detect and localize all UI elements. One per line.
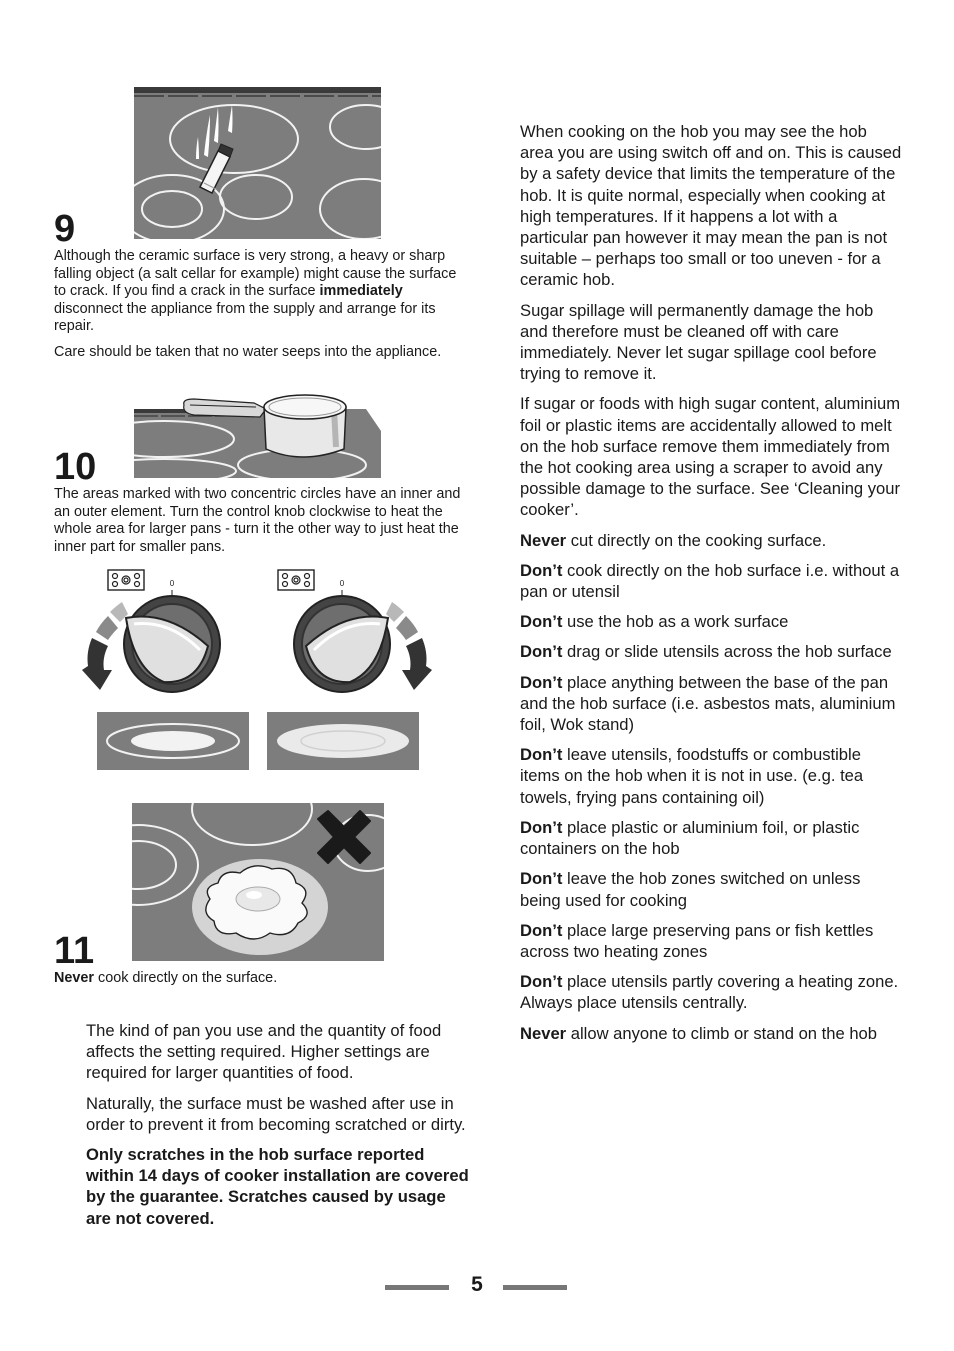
illustration-salt-cellar-falling — [134, 87, 381, 239]
list-item: Don’t drag or slide utensils across the hob surface — [520, 642, 892, 662]
footer-bar-right — [503, 1285, 567, 1290]
figure-9-paragraph-1: Although the ceramic surface is very strong, a heavy or sharp falling object (a salt cellar for example) might cause the surface to crack. If you find a crack in the surface immediately disconnect the appliance from the supply and arrange for its repair. — [54, 248, 457, 335]
list-item: Don’t leave utensils, foodstuffs or combustible items on the hob when it is not in use. (e.g. tea towels, frying pans containing oil) — [520, 745, 864, 807]
illustration-knob-clockwise — [270, 566, 440, 696]
illustration-inner-zone-heated — [97, 712, 249, 770]
list-item: Don’t cook directly on the hob surface i.e. without a pan or utensil — [520, 560, 900, 602]
hob-rules-list — [520, 530, 904, 1044]
list-item: Don’t use the hob as a work surface — [520, 612, 789, 632]
left-bottom-text — [86, 1020, 470, 1238]
list-item: Don’t place utensils partly covering a heating zone. Always place utensils centrally. — [520, 972, 899, 1013]
knob-mark-left: 0 — [169, 579, 175, 588]
figure-number-9: 9 — [54, 208, 76, 250]
right-column — [520, 121, 904, 1053]
list-item: Don’t place plastic or aluminium foil, or plastic containers on the hob — [520, 817, 860, 859]
list-item: Don’t place anything between the base of the pan and the hob surface (i.e. asbestos mats, aluminium foil, Wok stand) — [520, 672, 896, 735]
sugar-spillage-paragraph: Sugar spillage will permanently damage the hob and therefore must be cleaned off with care immediately. Never let sugar spillage cool before trying to remove it. — [520, 300, 877, 384]
illustration-knob-counterclockwise — [80, 566, 240, 696]
illustration-full-zone-heated — [267, 712, 419, 770]
washing-paragraph: Naturally, the surface must be washed after use in order to prevent it from becoming scratched or dirty. — [86, 1093, 466, 1134]
knob-mark-right: 0 — [339, 579, 345, 588]
safety-device-paragraph: When cooking on the hob you may see the hob area you are using switch off and on. This is caused by a safety device that limits the temperature of the hob. It is quite normal, especially when cooking at high temperatures. If it happens a lot with a particular pan however it may mean the pan is not suitable – perhaps too small or too uneven - for a ceramic hob. — [520, 122, 902, 290]
figure-9-text — [54, 248, 470, 362]
figure-11-caption: Never cook directly on the surface. — [54, 970, 278, 986]
figure-number-10: 10 — [54, 446, 97, 488]
illustration-pan-on-hob — [134, 391, 381, 478]
list-item: Don’t leave the hob zones switched on unless being used for cooking — [520, 869, 861, 910]
footer-bar-left — [385, 1285, 449, 1290]
figure-9-paragraph-2: Care should be taken that no water seeps into the appliance. — [54, 343, 442, 360]
melted-items-paragraph: If sugar or foods with high sugar content, aluminium foil or plastic items are accidentally allowed to melt on the hob surface remove them immediately from the hot cooking area using a scraper to avoid any possible damage to the surface. See ‘Cleaning your cooker’. — [520, 394, 901, 520]
pan-setting-paragraph: The kind of pan you use and the quantity of food affects the setting required. Higher settings are required for larger quantities of food. — [86, 1021, 442, 1083]
page-number: 5 — [471, 1273, 483, 1296]
figure-number-11: 11 — [54, 930, 95, 972]
figure-10-text: The areas marked with two concentric circles have an inner and an outer element. Turn the control knob clockwise to heat the whole area for larger pans - turn it the other way to just heat the inner part for smaller pans. — [54, 486, 461, 555]
guarantee-paragraph: Only scratches in the hob surface reported within 14 days of cooker installation are covered by the guarantee. Scratches caused by usage are not covered. — [86, 1145, 469, 1228]
illustration-egg-on-surface — [132, 803, 384, 961]
list-item: Never cut directly on the cooking surface. — [520, 530, 827, 550]
list-item: Don’t place large preserving pans or fish kettles across two heating zones — [520, 920, 874, 961]
list-item: Never allow anyone to climb or stand on the hob — [520, 1023, 878, 1043]
